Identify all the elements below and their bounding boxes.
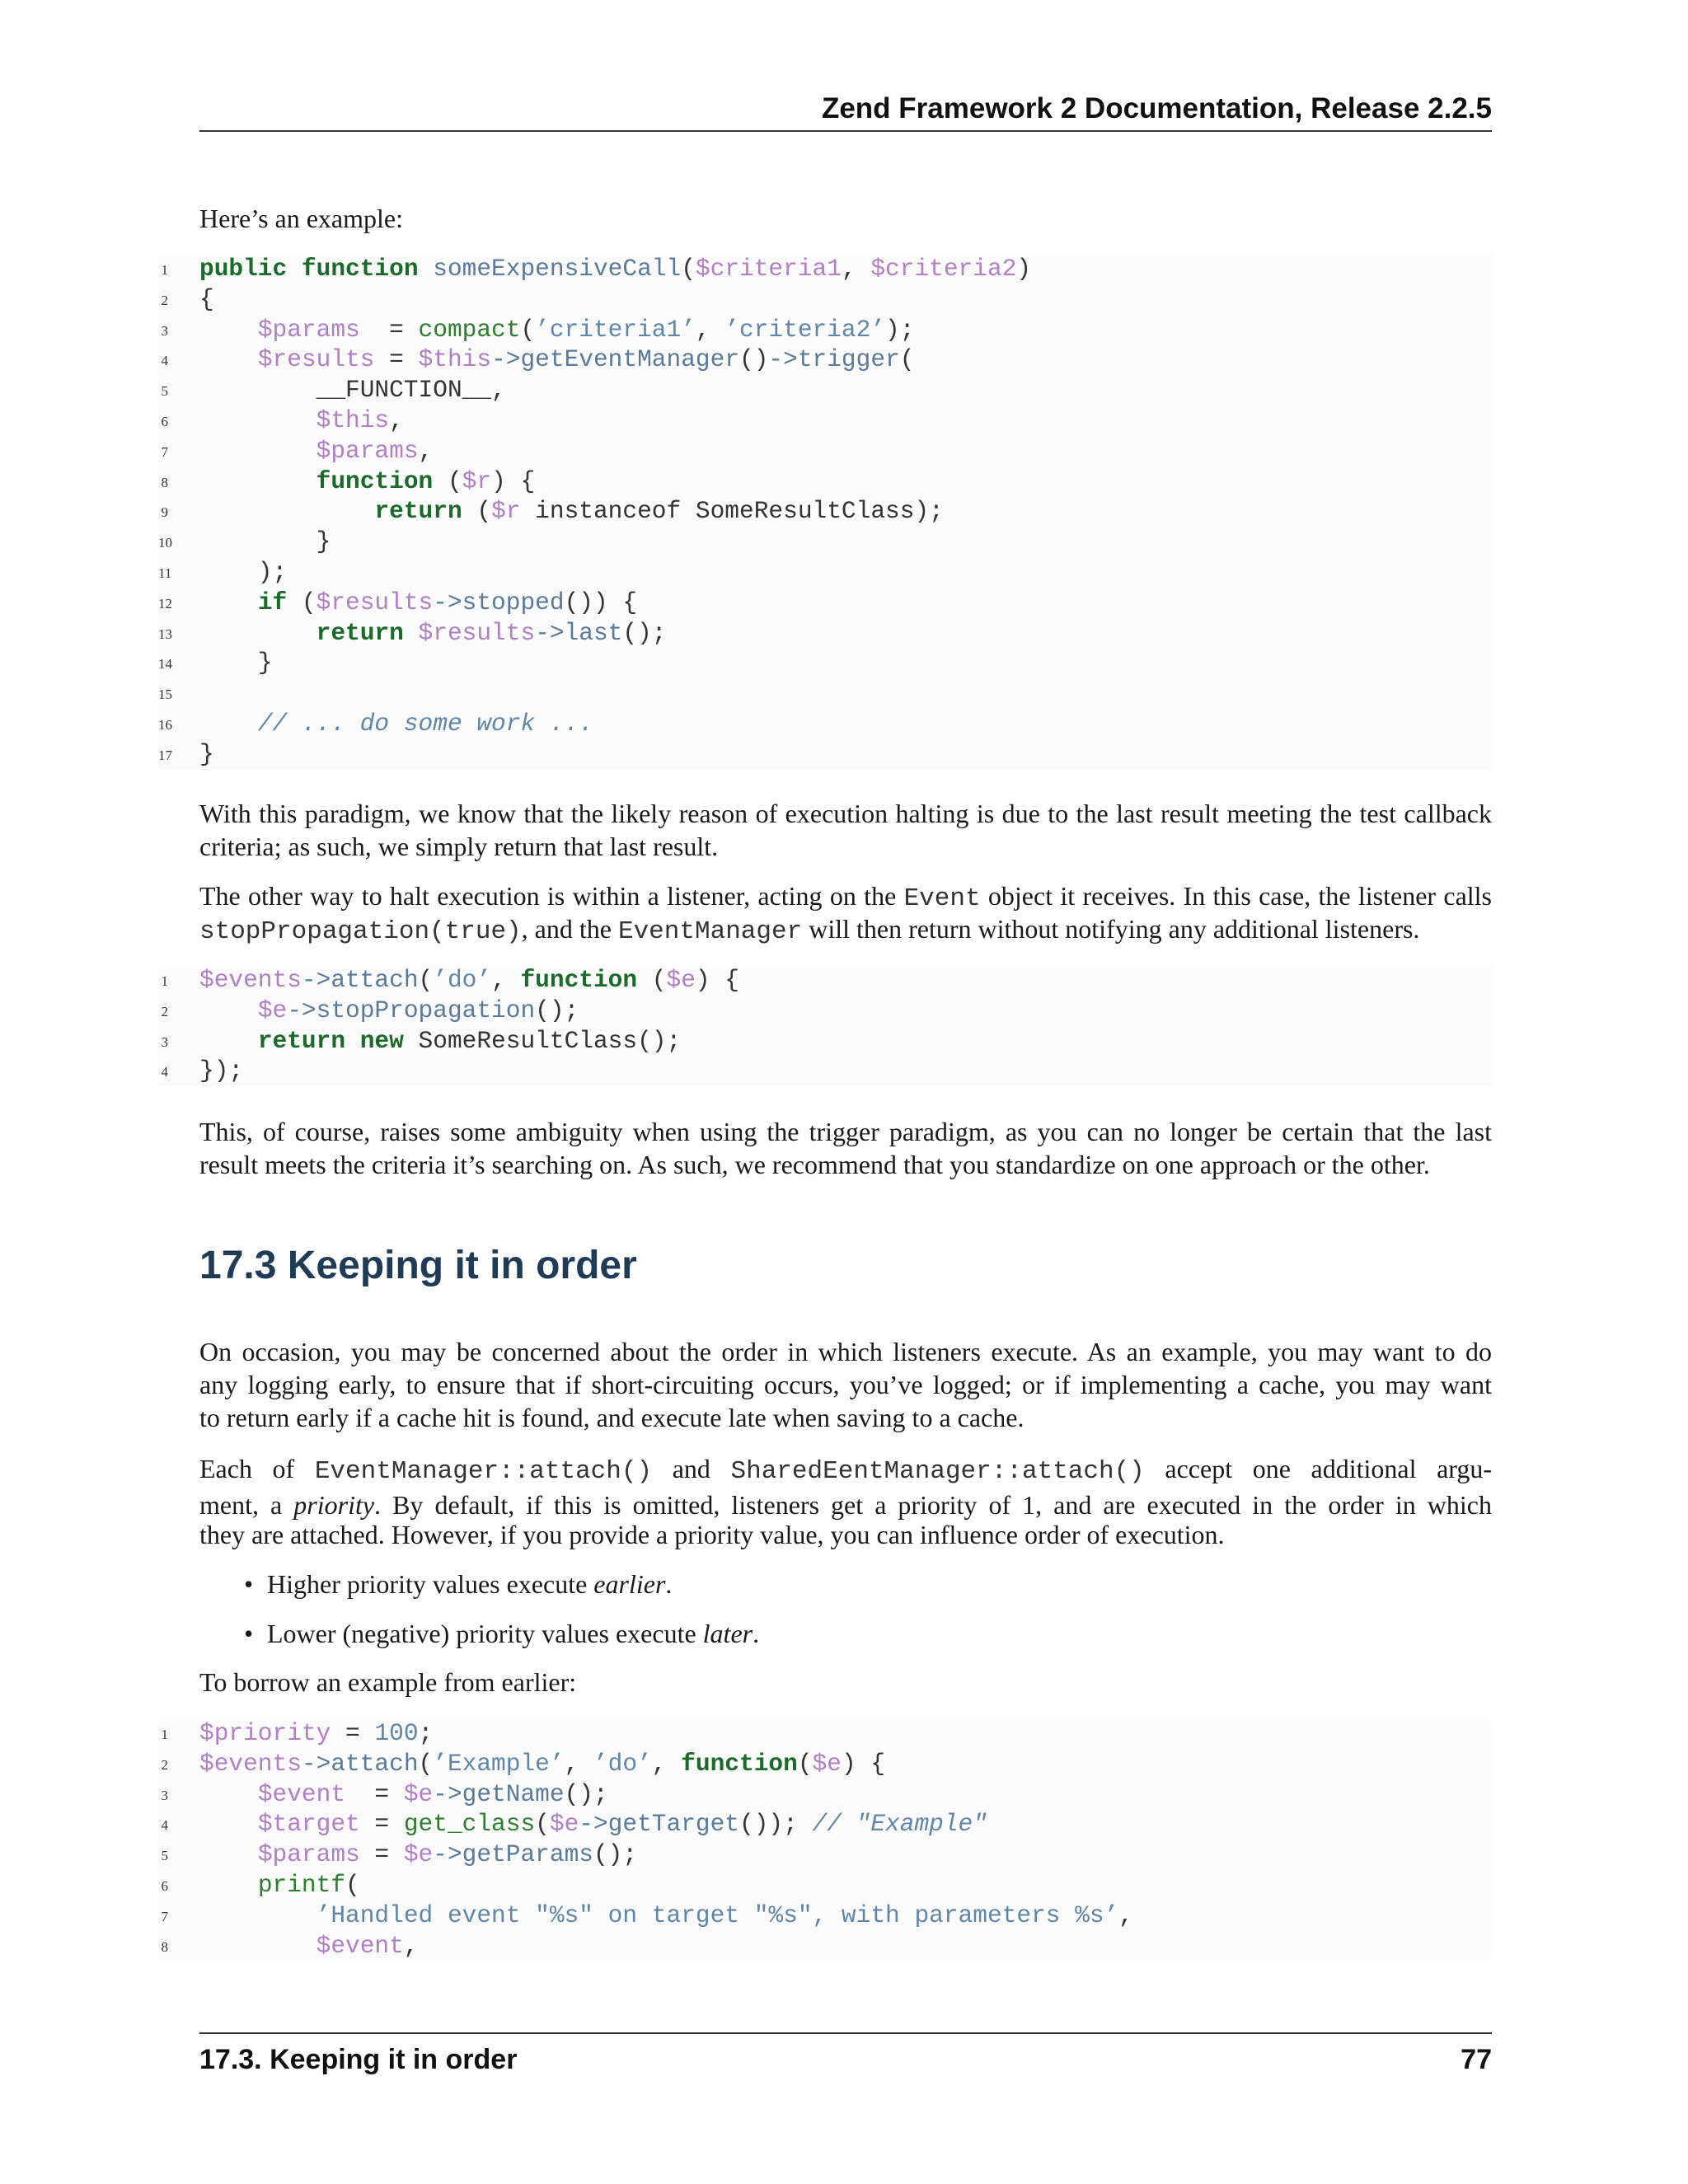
line-number: 6: [161, 413, 168, 429]
code-line: ’Handled event "%s" on target "%s", with parameters %s’,: [316, 1900, 1133, 1929]
text-line: criteria; as such, we simply return that last result.: [199, 832, 719, 861]
paragraph-order-end: [199, 1401, 1492, 1434]
line-number: 5: [161, 1848, 168, 1864]
code-line: function ($r) {: [316, 466, 536, 495]
text-span: ment, a: [199, 1490, 294, 1520]
paragraph-order: [199, 1335, 1492, 1401]
line-number: 5: [161, 383, 168, 400]
text-span: .: [665, 1569, 673, 1599]
code-line: $priority = 100;: [199, 1719, 434, 1747]
line-number: 11: [158, 565, 172, 581]
paragraph-paradigm-end: [199, 830, 1492, 863]
code-line: $events->attach(’do’, function ($e) {: [199, 966, 740, 994]
line-number: 8: [161, 1938, 168, 1955]
text-line: On occasion, you may be concerned about the order in which listeners execute. As an example, you may want to do: [199, 1337, 1492, 1366]
code-line: $events->attach(’Example’, ’do’, function($e) {: [199, 1749, 886, 1778]
line-number: 2: [161, 1003, 168, 1019]
paragraph-paradigm: [199, 797, 1492, 830]
line-number: 12: [158, 595, 172, 612]
line-number: 6: [161, 1877, 168, 1894]
text-line: result meets the criteria it’s searching on. As such, we recommend that you standardize on one approach or the other.: [199, 1150, 1430, 1179]
line-number: 9: [161, 504, 168, 521]
footer-section: 17.3. Keeping it in order: [199, 2044, 518, 2075]
code-line: __FUNCTION__,: [199, 376, 506, 405]
code-line: $this,: [316, 405, 404, 434]
code-line: $params = compact(’criteria1’, ’criteria2’);: [257, 315, 915, 344]
code-line: $event = $e->getName();: [257, 1779, 608, 1808]
text-span: . By default, if this is omitted, listeners get a priority of 1, and are executed in the order in which: [374, 1490, 1493, 1520]
code-line: }: [199, 649, 273, 677]
paragraph-ambiguity: [199, 1115, 1492, 1148]
text-line: they are attached. However, if you provide a priority value, you can influence order of execution.: [199, 1520, 1225, 1549]
code-line: $params,: [316, 436, 434, 465]
paragraph-attach: [199, 1452, 1492, 1521]
line-number: 1: [161, 973, 168, 989]
line-number: 7: [161, 1908, 168, 1924]
code-line: return new SomeResultClass();: [257, 1026, 682, 1055]
code-block-3: [158, 1718, 1492, 1961]
line-number: 4: [161, 1817, 168, 1834]
text-span: Each of: [199, 1454, 315, 1483]
line-number: 16: [158, 716, 172, 733]
text-span: The other way to halt execution is within a listener, acting on the: [199, 881, 904, 911]
code-block-1: [158, 254, 1492, 770]
bullet-icon: •: [244, 1569, 254, 1599]
code-line: return ($r instanceof SomeResultClass);: [374, 497, 944, 526]
code-line: $params = $e->getParams();: [257, 1840, 638, 1869]
line-number: 14: [158, 656, 172, 673]
text-line: to return early if a cache hit is found, and execute late when saving to a cache.: [199, 1403, 1025, 1432]
emphasis: later: [702, 1619, 753, 1648]
line-number: 3: [161, 322, 168, 339]
text-span: and: [652, 1454, 731, 1483]
text-span: object it receives. In this case, the listener calls: [980, 881, 1493, 911]
code-block-2: [158, 965, 1492, 1086]
code-line: {: [199, 284, 214, 313]
code-line: printf(: [257, 1870, 360, 1899]
code-line: // ... do some work ...: [257, 709, 593, 738]
line-number: 2: [161, 292, 168, 308]
line-number: 3: [161, 1033, 168, 1050]
line-number: 4: [161, 1064, 168, 1080]
text-line: This, of course, raises some ambiguity when using the trigger paradigm, as you can no longer be certain that the last: [199, 1117, 1492, 1146]
inline-code-shared-attach: SharedEentManager::attach(): [730, 1457, 1145, 1486]
emphasis: earlier: [593, 1569, 666, 1599]
page-header: [199, 92, 1492, 132]
text-line: With this paradigm, we know that the likely reason of execution halting is due to the last result meeting the test callback: [199, 799, 1492, 828]
text-span: accept one additional argu-: [1144, 1454, 1493, 1483]
inline-code-event: Event: [903, 884, 981, 913]
paragraph-attach-end: [199, 1518, 1492, 1551]
text-span: .: [753, 1619, 760, 1648]
line-number: 13: [158, 626, 172, 642]
code-line: if ($results->stopped()) {: [257, 588, 638, 616]
intro-paragraph: Here’s an example:: [199, 204, 403, 233]
paragraph-halt-1: [199, 879, 1492, 916]
line-number: 1: [161, 262, 168, 278]
code-line: }: [199, 739, 214, 768]
section-heading: 17.3 Keeping it in order: [199, 1244, 637, 1287]
code-line: $target = get_class($e->getTarget()); // "Example": [257, 1810, 987, 1839]
code-line: $e->stopPropagation();: [257, 996, 579, 1024]
text-span: will then return without notifying any additional listeners.: [802, 914, 1420, 944]
code-line: });: [199, 1057, 244, 1085]
paragraph-halt-2: [199, 912, 1492, 949]
bullet-icon: •: [244, 1619, 254, 1648]
inline-code-attach: EventManager::attach(): [314, 1457, 653, 1486]
code-line: public function someExpensiveCall($criteria1, $criteria2): [199, 255, 1032, 283]
line-number: 2: [161, 1756, 168, 1773]
text-span: Higher priority values execute: [267, 1569, 594, 1599]
inline-code-event-manager: EventManager: [617, 917, 803, 946]
line-number: 7: [161, 443, 168, 460]
text-span: Lower (negative) priority values execute: [267, 1619, 703, 1648]
text-span: , and the: [521, 914, 618, 944]
code-line: $results = $this->getEventManager()->trigger(: [257, 345, 915, 374]
line-number: 4: [161, 353, 168, 369]
inline-code-stop-propagation: stopPropagation(true): [199, 917, 522, 946]
code-line: );: [199, 557, 288, 586]
line-number: 8: [161, 474, 168, 490]
line-number: 1: [161, 1727, 168, 1742]
paragraph-borrow: To borrow an example from earlier:: [199, 1667, 577, 1697]
paragraph-ambiguity-end: [199, 1148, 1492, 1181]
code-line: }: [199, 527, 331, 556]
code-line: $event,: [316, 1931, 419, 1960]
code-line: return $results->last();: [316, 618, 667, 647]
page-number: 77: [1461, 2044, 1492, 2075]
running-title: Zend Framework 2 Documentation, Release 2.2.5: [821, 92, 1492, 124]
page-footer: [199, 2032, 1492, 2082]
text-line: any logging early, to ensure that if short-circuiting occurs, you’ve logged; or if implementing a cache, you may want: [199, 1370, 1492, 1399]
line-number: 3: [161, 1787, 168, 1803]
line-number: 10: [158, 535, 172, 551]
line-number: 17: [158, 747, 172, 763]
line-number: 15: [158, 687, 172, 703]
emphasis-priority: priority: [293, 1490, 375, 1520]
